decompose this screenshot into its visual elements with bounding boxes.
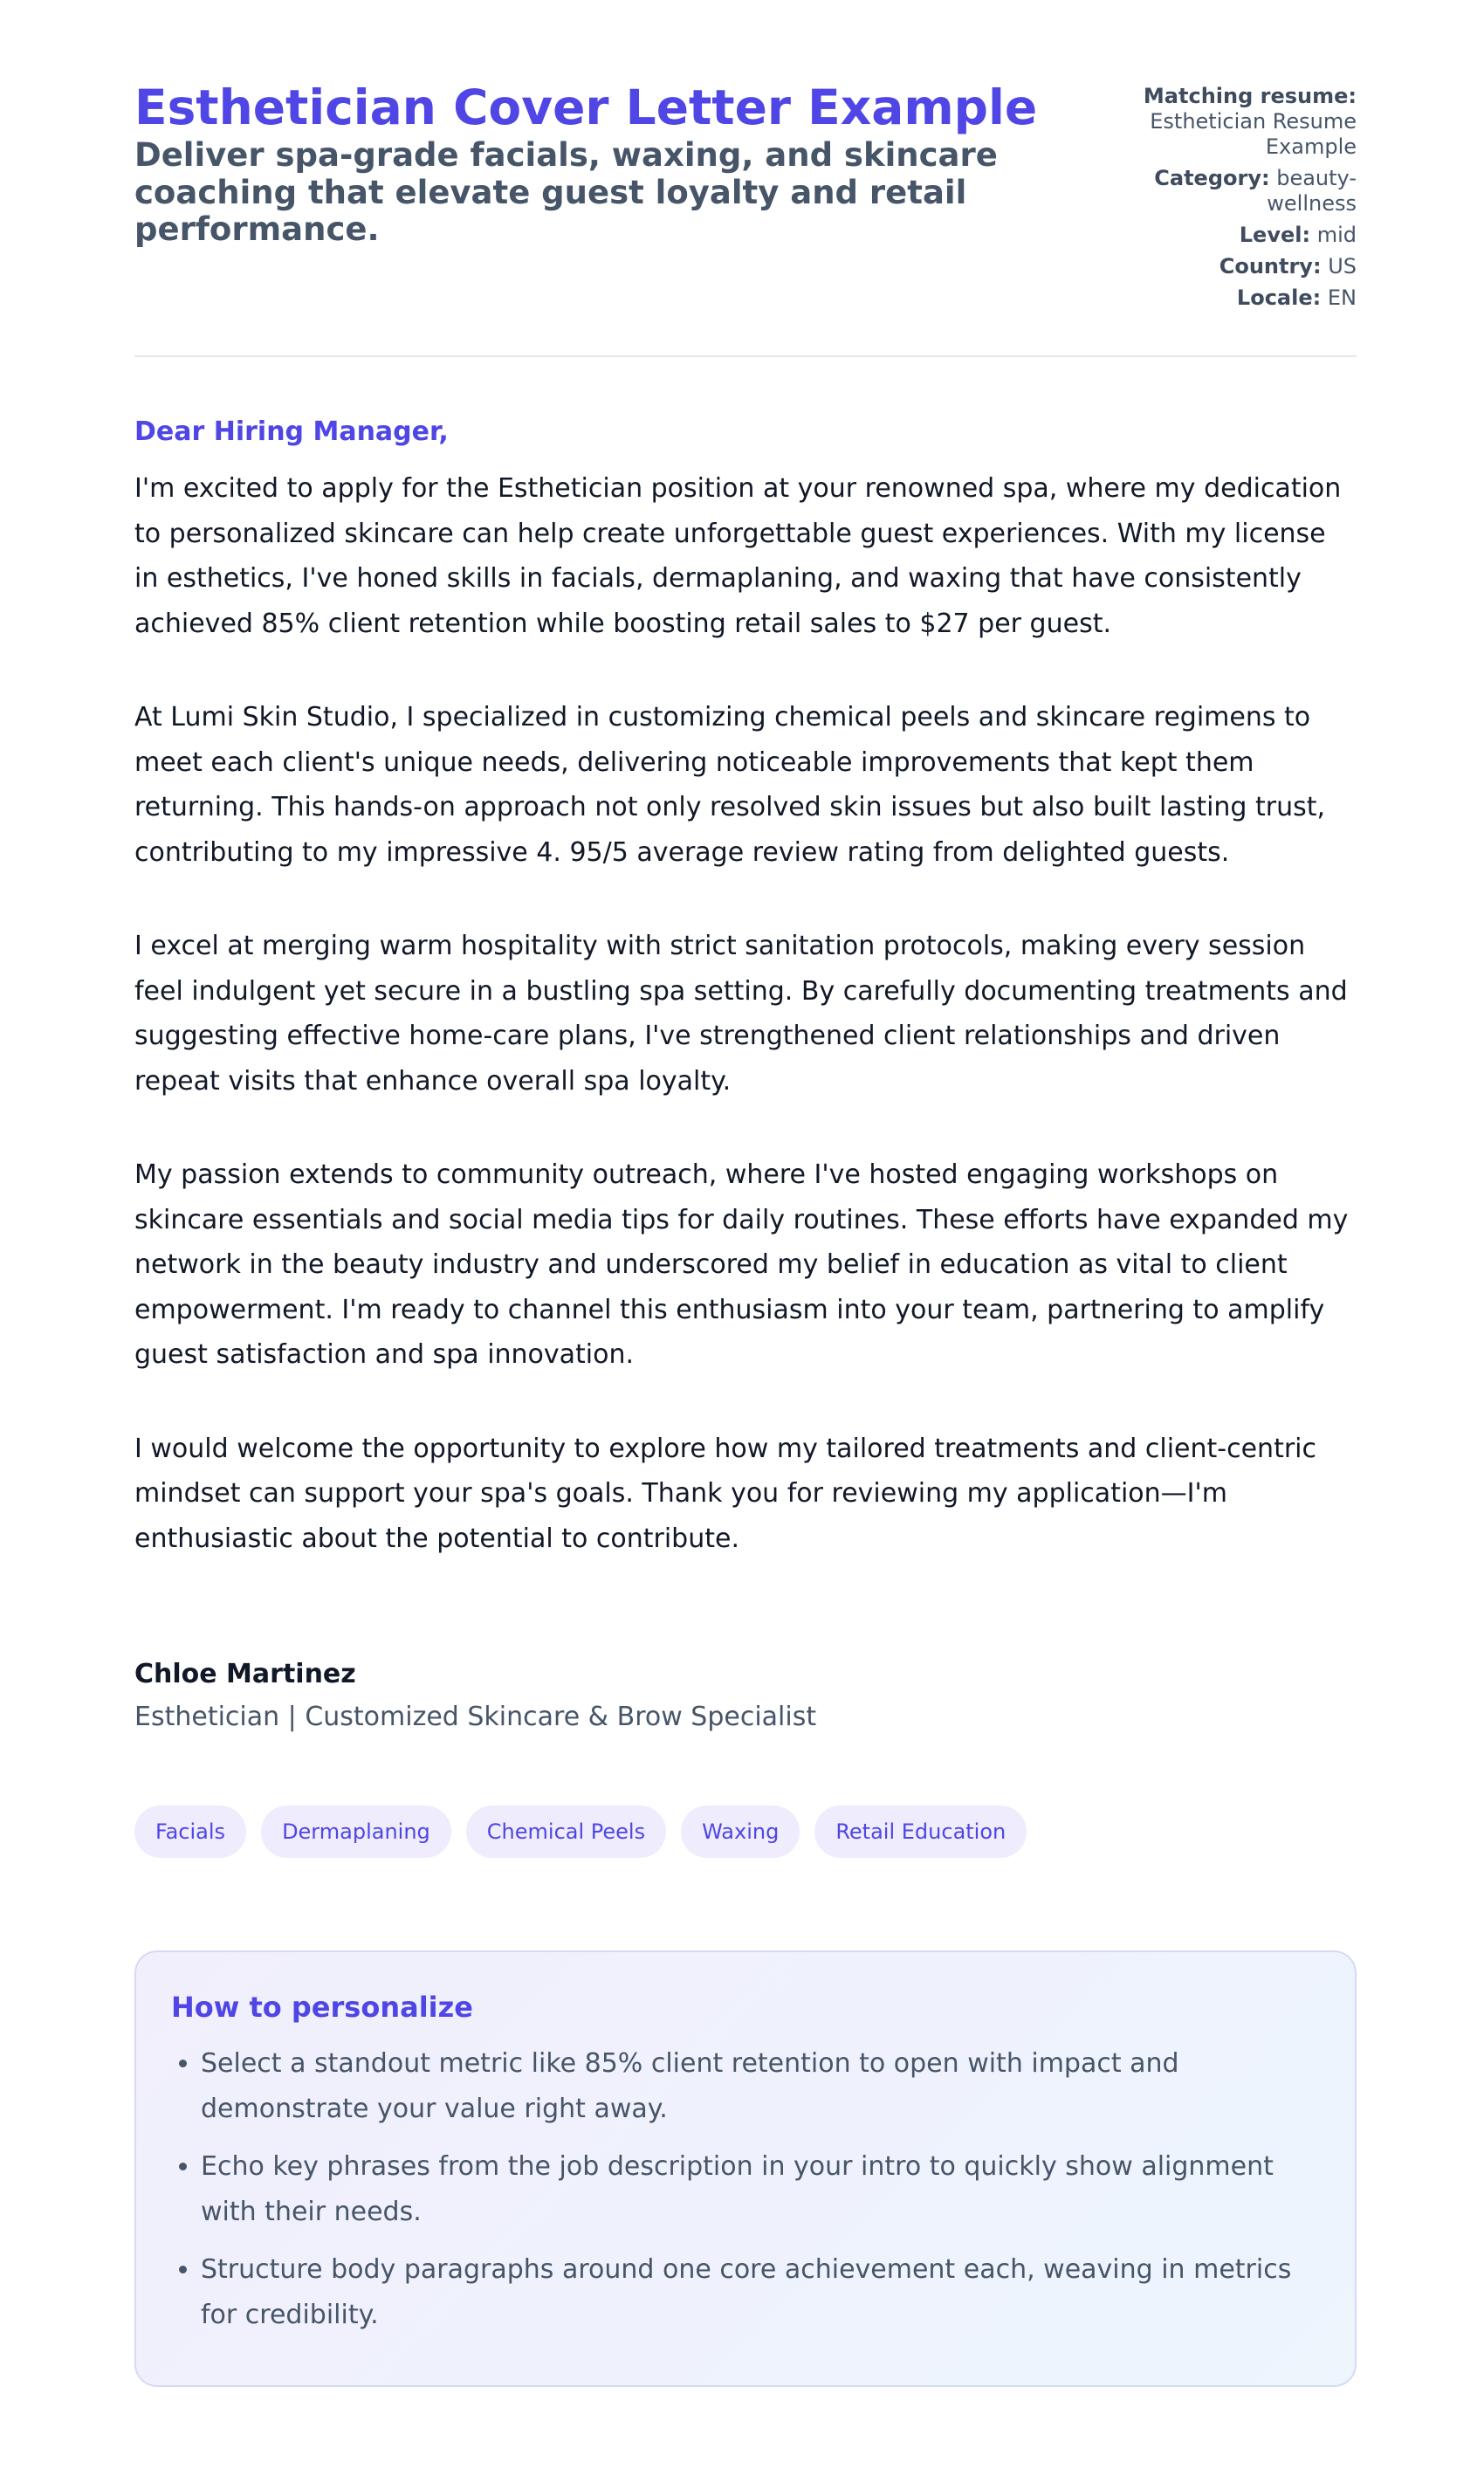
meta-category — [1138, 166, 1357, 217]
meta-value: EN — [1327, 285, 1357, 310]
letter-paragraph: My passion extends to community outreach, where I've hosted engaging workshops on skincare essentials and social media tips for daily routines. These efforts have expanded my network in the beauty industry and underscored my belief in education as vital to client empowerment. I'm ready to channel this enthusiasm into your team, partnering to amplify guest satisfaction and spa innovation. — [134, 1159, 1349, 1370]
skill-tag: Facials — [134, 1806, 246, 1858]
meta-country — [1138, 254, 1357, 279]
letter-paragraph: I excel at merging warm hospitality with strict sanitation protocols, making every session feel indulgent yet secure in a bustling spa setting. By carefully documenting treatments and suggesting effective home-care plans, I've strengthened client relationships and driven repeat visits that enhance overall spa loyalty. — [134, 931, 1348, 1097]
tip-item: • Select a standout metric like 85% client retention to open with impact and demonstrate your value right away. — [201, 2041, 1320, 2132]
letter-paragraph: I would welcome the opportunity to explore how my tailored treatments and client-centric mindset can support your spa's goals. Thank you for reviewing my application—I'm enthusiastic about the potential to contribute. — [134, 1433, 1316, 1554]
meta-value: mid — [1316, 223, 1357, 247]
meta-label: Locale: — [1236, 285, 1322, 310]
page-subtitle: Deliver spa-grade facials, waxing, and skincare coaching that elevate guest loyalty and retail performance. — [134, 136, 998, 249]
skill-tag: Dermaplaning — [261, 1806, 451, 1858]
meta-value: Esthetician Resume Example — [1150, 109, 1357, 159]
page-header — [134, 80, 1357, 357]
meta-level — [1138, 223, 1357, 248]
tip-item: • Structure body paragraphs around one core achievement each, weaving in metrics for credibility. — [201, 2247, 1320, 2338]
meta-matching-resume — [1138, 84, 1357, 160]
letter-paragraph: At Lumi Skin Studio, I specialized in customizing chemical peels and skincare regimens to meet each client's unique needs, delivering noticeable improvements that kept them returning. This hands-on approach not only resolved skin issues but also built lasting trust, contributing to my impressive 4. 95/5 average review rating from delighted guests. — [134, 702, 1326, 868]
letter-paragraph: I'm excited to apply for the Esthetician position at your renowned spa, where my dedication to personalized skincare can help create unforgettable guest experiences. With my license in esthetics, I've honed skills in facials, dermaplaning, and waxing that have consistently achieved 85% client retention while boosting retail sales to $27 per guest. — [134, 473, 1342, 639]
personalize-tips-box — [134, 1950, 1357, 2387]
skill-tag: Waxing — [681, 1806, 800, 1858]
meta-locale — [1138, 285, 1357, 311]
meta-label: Level: — [1239, 223, 1311, 247]
greeting: Dear Hiring Manager, — [134, 416, 449, 447]
meta-label: Matching resume: — [1143, 84, 1357, 108]
meta-value: US — [1328, 254, 1357, 279]
signature-title: Esthetician | Customized Skincare & Brow Specialist — [134, 1702, 817, 1732]
meta-panel — [1138, 84, 1357, 317]
skill-tag: Chemical Peels — [466, 1806, 666, 1858]
tips-heading: How to personalize — [171, 1991, 473, 2024]
meta-label: Country: — [1219, 254, 1322, 279]
title-block — [134, 80, 1037, 249]
skill-tag: Retail Education — [814, 1806, 1027, 1858]
signature-name: Chloe Martinez — [134, 1659, 356, 1689]
meta-value: beauty-wellness — [1267, 166, 1357, 216]
skill-tags — [134, 1806, 1357, 1858]
page-title: Esthetician Cover Letter Example — [134, 79, 1038, 135]
tip-item: • Echo key phrases from the job description in your intro to quickly show alignment with their needs. — [201, 2144, 1320, 2235]
meta-label: Category: — [1154, 166, 1270, 190]
tips-list — [171, 2041, 1320, 2338]
